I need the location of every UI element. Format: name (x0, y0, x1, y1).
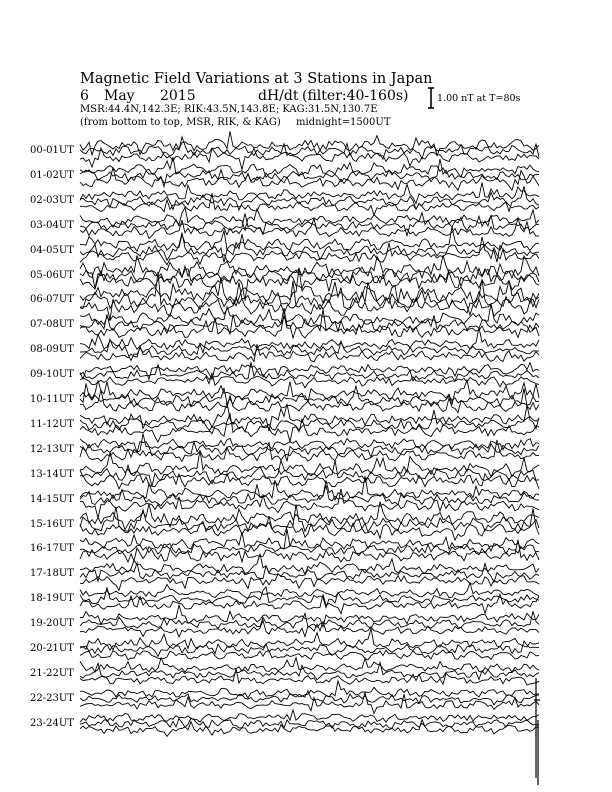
station-trace-kag (80, 255, 539, 278)
hour-row-label: 16-17UT (30, 543, 74, 555)
hour-row-label: 03-04UT (30, 219, 74, 231)
hour-row-label: 13-14UT (30, 468, 74, 480)
station-trace-kag (80, 380, 539, 405)
hour-row-label: 12-13UT (30, 443, 74, 455)
hour-row-label: 00-01UT (30, 145, 74, 156)
hour-row-label: 20-21UT (30, 643, 74, 654)
hour-row-label: 04-05UT (30, 244, 74, 256)
midnight-note: midnight=1500UT (296, 117, 391, 128)
station-trace-kag (80, 304, 539, 332)
station-coordinates: MSR:44.4N,142.3E; RIK:43.5N,143.8E; KAG:31.5N,130.7E (80, 104, 378, 115)
station-trace-kag (80, 131, 539, 155)
station-trace-rik (80, 213, 539, 236)
station-trace-kag (80, 583, 539, 599)
filter-label: (filter:40-160s) (302, 88, 409, 104)
hour-row-label: 14-15UT (30, 493, 74, 505)
hour-row-label: 21-22UT (30, 667, 74, 679)
station-trace-rik (80, 718, 539, 728)
hour-row-label: 22-23UT (30, 692, 74, 704)
hour-row-label: 01-02UT (30, 169, 74, 181)
hour-row-label: 08-09UT (30, 344, 74, 356)
station-trace-msr (80, 650, 539, 660)
station-trace-rik (80, 159, 539, 187)
hour-row-label: 02-03UT (30, 194, 74, 206)
chart-title: Magnetic Field Variations at 3 Stations in Japan (80, 71, 433, 87)
quantity-label: dH/dt (258, 88, 299, 104)
station-order-note: (from bottom to top, MSR, RIK, & KAG) (80, 117, 281, 128)
station-trace-kag (80, 450, 539, 477)
hour-row-label: 06-07UT (30, 294, 74, 306)
hour-row-label: 18-19UT (30, 593, 74, 605)
station-trace-rik (80, 434, 539, 462)
hour-row-label: 17-18UT (30, 568, 74, 580)
station-trace-kag (80, 502, 539, 530)
station-trace-msr (80, 389, 539, 413)
hour-row-label: 19-20UT (30, 618, 74, 630)
date-month: May (104, 88, 135, 104)
scale-bar (428, 88, 434, 108)
station-trace-rik (80, 405, 539, 434)
station-trace-msr (80, 693, 539, 714)
date-day: 6 (80, 88, 89, 104)
station-trace-msr (80, 218, 539, 238)
station-trace-kag (80, 658, 539, 673)
station-trace-kag (80, 605, 539, 627)
hour-row-label: 11-12UT (30, 418, 74, 430)
scale-bar-label: 1.00 nT at T=80s (437, 93, 521, 104)
hour-row-label: 07-08UT (30, 319, 74, 331)
station-trace-rik (80, 641, 539, 656)
hour-row-label: 23-24UT (30, 717, 74, 729)
date-year: 2015 (160, 88, 196, 104)
station-trace-msr (80, 148, 539, 170)
station-trace-rik (80, 137, 539, 159)
trace-layer (80, 131, 540, 785)
hour-row-label: 15-16UT (30, 518, 74, 530)
hour-row-label: 05-06UT (30, 269, 74, 281)
station-trace-kag (80, 207, 539, 230)
station-trace-msr (80, 193, 539, 215)
hour-row-label: 10-11UT (30, 394, 74, 405)
hour-row-label: 09-10UT (30, 369, 74, 381)
